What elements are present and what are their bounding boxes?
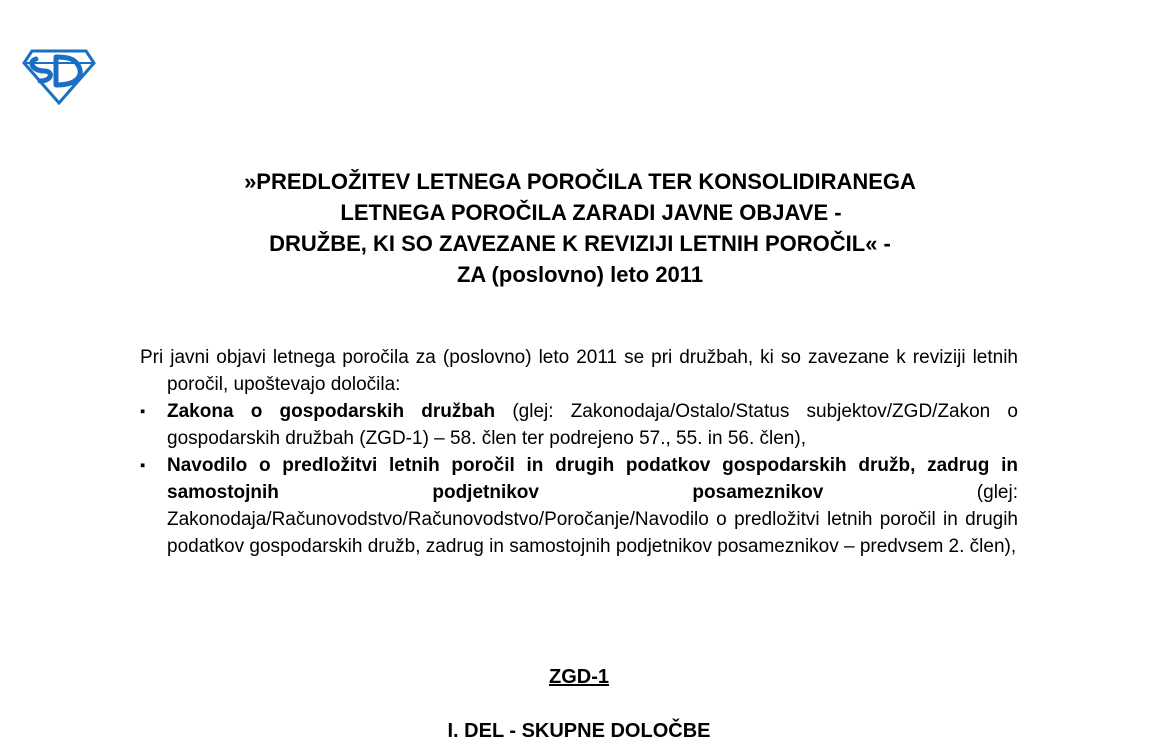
- title-line-2: LETNEGA POROČILA ZARADI JAVNE OBJAVE -: [340, 200, 842, 225]
- title-line-4: ZA (poslovno) leto 2011: [456, 262, 704, 287]
- bullet-text: (glej: Zakonodaja/Računovodstvo/Računovodstvo/Poročanje/Navodilo o predložitvi letnih poročil in drugih podatkov gospodarskih družb, zadrug in samostojnih podjetnikov posameznikov – predvsem 2. člen),: [167, 482, 1018, 557]
- sd-logo-icon: [22, 49, 96, 105]
- bullet-marker-icon: ▪: [140, 403, 146, 420]
- bullet-text: (glej: Zakonodaja/Ostalo/Status subjektov/ZGD/Zakon o gospodarskih družbah (ZGD-1) – 58. člen ter podrejeno 57., 55. in 56. člen),: [167, 401, 1018, 449]
- bullet-marker-icon: ▪: [140, 457, 146, 474]
- intro-paragraph: Pri javni objavi letnega poročila za (poslovno) leto 2011 se pri družbah, ki so zavezane k reviziji letnih poročil, upoštevajo določila:: [140, 347, 1018, 395]
- section-heading-zgd: ZGD-1: [549, 666, 609, 688]
- sd-logo-graphic: [22, 49, 96, 105]
- document-body: [140, 344, 1018, 560]
- bullet-item-zgd: [140, 398, 1018, 452]
- bullet-bold-text: Zakona o gospodarskih družbah: [167, 401, 496, 422]
- bullet-bold-text: Navodilo o predložitvi letnih poročil in drugih podatkov gospodarskih družb, zadrug in samostojnih podjetnikov posameznikov: [167, 455, 1018, 503]
- title-line-1: »PREDLOŽITEV LETNEGA POROČILA TER KONSOLIDIRANEGA: [244, 169, 916, 194]
- title-line-3: DRUŽBE, KI SO ZAVEZANE K REVIZIJI LETNIH POROČIL« -: [269, 231, 891, 256]
- bullet-item-navodilo: [140, 452, 1018, 560]
- document-title: [140, 166, 1020, 290]
- section-heading-del: I. DEL - SKUPNE DOLOČBE: [447, 720, 711, 742]
